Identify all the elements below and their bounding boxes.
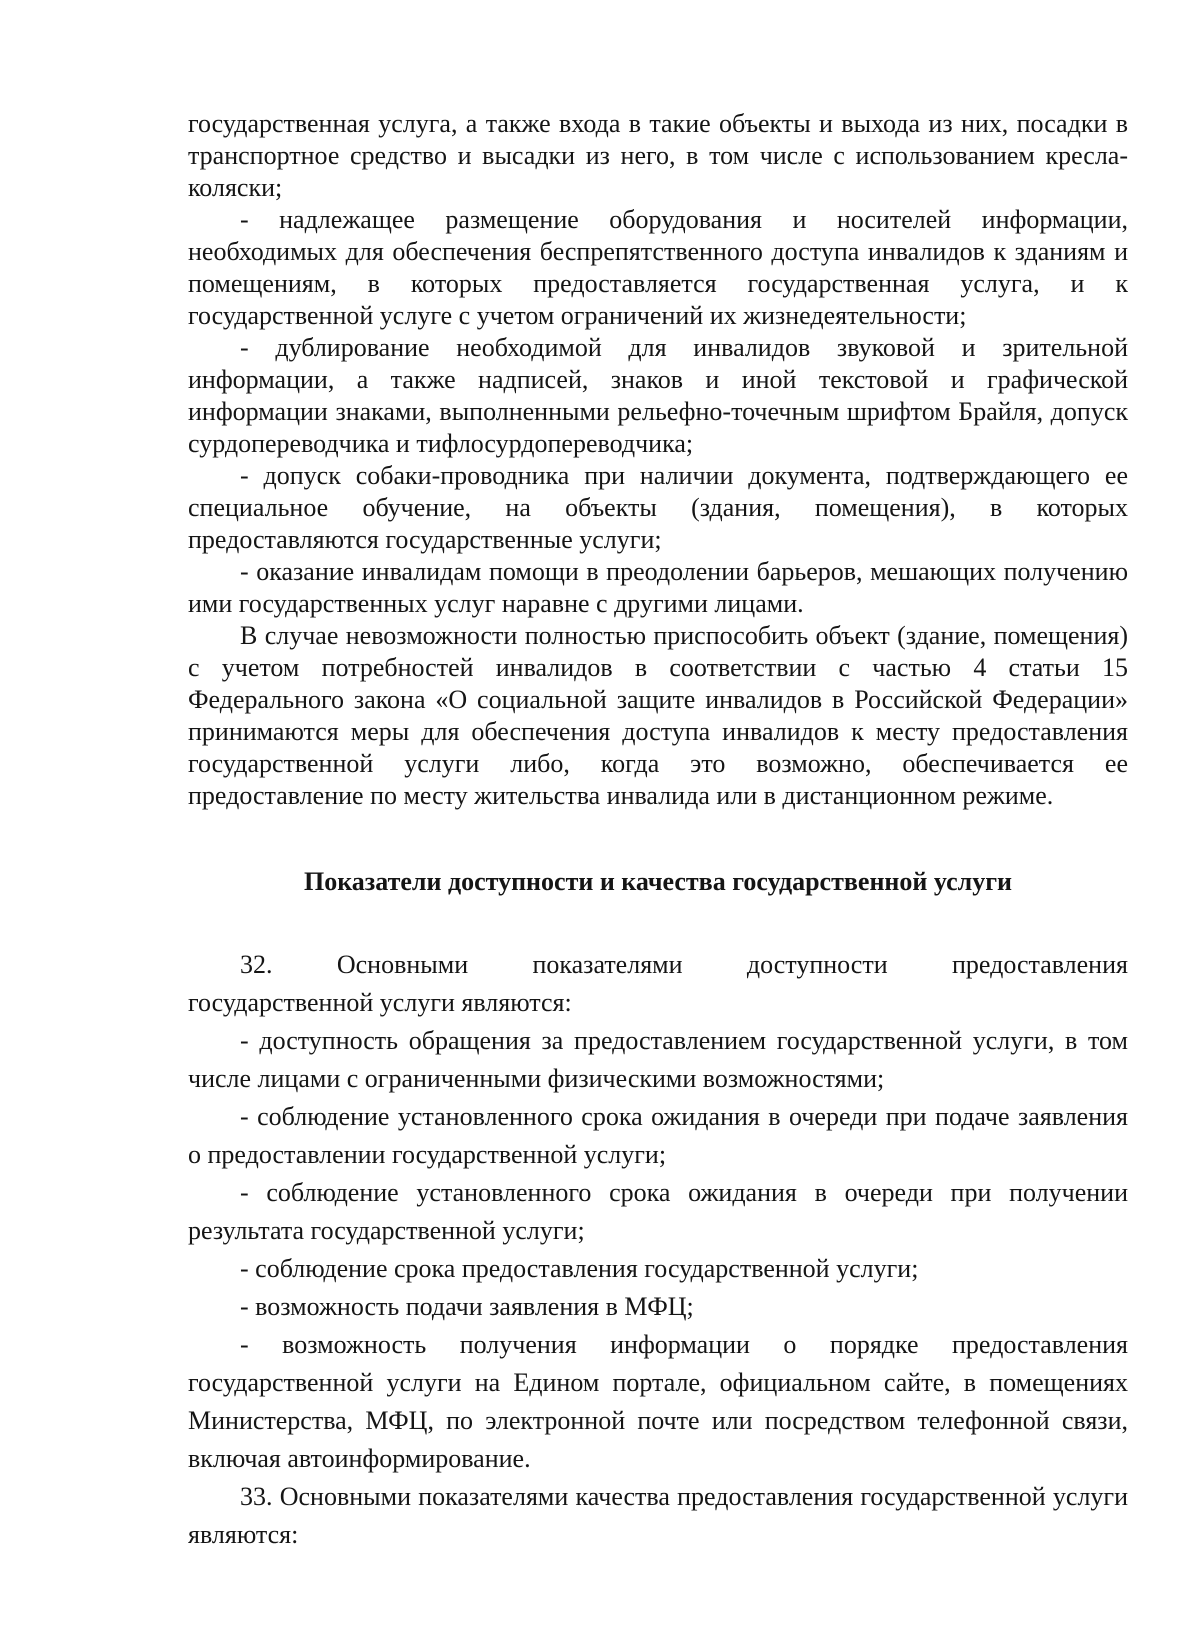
list-item: - возможность получения информации о порядке предоставления государственной услуги на Едином портале, официальном сайте, в помещениях Министерства, МФЦ, по электронной почте или посредством телефонной связи, включая автоинформирование. [188,1330,1128,1473]
list-item: - надлежащее размещение оборудования и носителей информации, необходимых для обеспечения беспрепятственного доступа инвалидов к зданиям и помещениям, в которых предоставляется государственная услуга, и к государственной услуге с учетом ограничений их жизнедеятельности; [188,205,1128,330]
item-number: 32. [240,950,273,979]
section-heading: Показатели доступности и качества государственной услуги [303,867,1013,896]
item-32-rest: государственной услуги являются: [188,988,572,1017]
list-item: - возможность подачи заявления в МФЦ; [240,1292,694,1321]
list-item: - соблюдение установленного срока ожидания в очереди при получении результата государственной услуги; [188,1178,1128,1245]
list-item: - соблюдение срока предоставления государственной услуги; [240,1254,919,1283]
word: предоставления [951,950,1128,979]
document-page [188,108,1128,1554]
paragraph-continuation: государственная услуга, а также входа в такие объекты и выхода из них, посадки в транспортное средство и высадки из него, в том числе с использованием кресла-коляски; [188,109,1128,202]
list-item: - оказание инвалидам помощи в преодолении барьеров, мешающих получению ими государственных услуг наравне с другими лицами. [188,557,1128,618]
word: показателями [532,950,683,979]
paragraph: В случае невозможности полностью приспособить объект (здание, помещения) с учетом потребностей инвалидов в соответствии с частью 4 статьи 15 Федерального закона «О социальной защите инвалидов в Российской Федерации» принимаются меры для обеспечения доступа инвалидов к месту предоставления государственной услуги либо, когда это возможно, обеспечивается ее предоставление по месту жительства инвалида или в дистанционном режиме. [188,621,1128,810]
list-item: - дублирование необходимой для инвалидов звуковой и зрительной информации, а также надписей, знаков и иной текстовой и графической информации знаками, выполненными рельефно-точечным шрифтом Брайля, допуск сурдопереводчика и тифлосурдопереводчика; [188,333,1128,458]
item-32-first-line [188,946,1128,984]
list-item: - допуск собаки-проводника при наличии документа, подтверждающего ее специальное обучение, на объекты (здания, помещения), в которых предоставляются государственные услуги; [188,461,1128,554]
item-32 [188,946,1128,1022]
paragraph: 33. Основными показателями качества предоставления государственной услуги являются: [188,1482,1128,1549]
word: Основными [336,950,469,979]
list-item: - доступность обращения за предоставлением государственной услуги, в том числе лицами с ограниченными физическими возможностями; [188,1026,1128,1093]
list-item: - соблюдение установленного срока ожидания в очереди при подаче заявления о предоставлении государственной услуги; [188,1102,1128,1169]
word: доступности [746,950,888,979]
